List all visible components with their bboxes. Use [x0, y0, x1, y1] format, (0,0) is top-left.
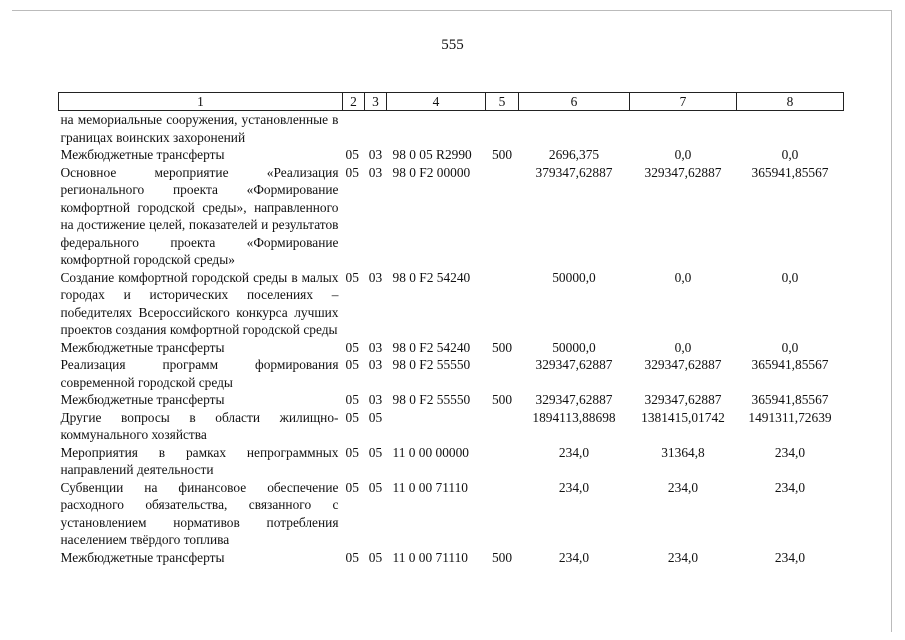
page-number: 555: [441, 37, 464, 53]
row-subsection: 05: [368, 479, 383, 495]
table-row: [59, 479, 844, 549]
row-value-col-8: 1491311,72639: [748, 409, 832, 425]
row-value-col-6: 329347,62887: [535, 357, 613, 372]
row-subsection: 05: [368, 409, 383, 425]
row-value-col-7: 329347,62887: [644, 164, 722, 180]
row-section: [343, 111, 365, 147]
row-expense-type: [486, 111, 519, 147]
row-name: на мемориальные сооружения, установленные в границах воинских захоронений: [60, 112, 339, 145]
row-name: Реализация программ формирования современной городской среды: [60, 357, 339, 390]
row-name: Другие вопросы в области жилищно-коммунального хозяйства: [60, 409, 339, 442]
row-target-code: 98 0 F2 54240: [392, 269, 471, 285]
row-value-col-7: 0,0: [674, 339, 692, 355]
row-value-col-8: 365941,85567: [751, 357, 829, 372]
row-section: 05: [345, 444, 359, 460]
row-expense-type: 500: [491, 392, 513, 407]
row-value-col-7: 329347,62887: [644, 392, 722, 407]
row-section: 05: [345, 392, 359, 407]
table-row: [59, 146, 844, 164]
row-expense-type: [486, 164, 519, 269]
row-section: 05: [345, 409, 359, 425]
row-value-col-8: 0,0: [781, 339, 799, 355]
header-col-1: 1: [59, 93, 343, 111]
row-expense-type: [486, 479, 519, 549]
row-value-col-7: 31364,8: [661, 444, 705, 460]
table-row: [59, 444, 844, 479]
row-name: Создание комфортной городской среды в малых городах и исторических поселениях – победителях Всероссийского конкурса лучших проектов создания комфортной городской среды: [60, 269, 339, 337]
row-value-col-7: 1381415,01742: [641, 409, 725, 425]
row-subsection: 03: [368, 269, 383, 285]
row-subsection: [365, 111, 387, 147]
header-col-3: 3: [365, 93, 387, 111]
table-row: [59, 111, 844, 147]
row-target-code: [387, 409, 486, 444]
row-section: 05: [345, 339, 359, 355]
row-value-col-6: 234,0: [558, 444, 590, 460]
header-col-8: 8: [737, 93, 844, 111]
row-value-col-6: 379347,62887: [535, 164, 613, 180]
row-value-col-7: 0,0: [674, 147, 692, 162]
row-subsection: 03: [368, 147, 383, 162]
row-value-col-8: 365941,85567: [751, 392, 829, 407]
table-row: [59, 549, 844, 567]
row-name: Межбюджетные трансферты: [60, 147, 225, 162]
row-name: Межбюджетные трансферты: [60, 392, 225, 407]
row-section: 05: [345, 357, 359, 372]
row-target-code: 98 0 F2 00000: [392, 164, 471, 180]
row-expense-type: [486, 269, 519, 339]
row-name: Субвенции на финансовое обеспечение расходного обязательства, связанного с установлением нормативов потребления населением твёрдого топлива: [60, 479, 339, 547]
row-value-col-8: [737, 111, 844, 147]
row-expense-type: [486, 444, 519, 479]
row-target-code: 98 0 F2 55550: [392, 392, 471, 407]
table-row: [59, 339, 844, 357]
row-value-col-7: [630, 111, 737, 147]
row-target-code: [387, 111, 486, 147]
row-name: Межбюджетные трансферты: [60, 549, 225, 565]
row-expense-type: [486, 409, 519, 444]
table-header-row: [59, 93, 844, 111]
row-value-col-7: 234,0: [667, 549, 699, 565]
row-expense-type: [486, 356, 519, 391]
table-row: [59, 409, 844, 444]
table-row: [59, 356, 844, 391]
row-value-col-8: 0,0: [781, 269, 799, 285]
header-col-7: 7: [630, 93, 737, 111]
row-value-col-7: 0,0: [674, 269, 692, 285]
budget-table: [58, 92, 844, 566]
row-section: 05: [345, 269, 359, 285]
header-col-6: 6: [519, 93, 630, 111]
row-value-col-8: 365941,85567: [751, 164, 829, 180]
row-value-col-6: [519, 111, 630, 147]
header-col-4: 4: [387, 93, 486, 111]
row-value-col-6: 234,0: [558, 549, 590, 565]
row-name: Основное мероприятие «Реализация регионального проекта «Формирование комфортной городской среды», направленного на достижение целей, показателей и результатов федерального проекта «Формирование комфортной городской среды»: [60, 164, 339, 267]
row-target-code: 98 0 F2 55550: [392, 357, 471, 372]
row-value-col-7: 329347,62887: [644, 357, 722, 372]
row-value-col-8: 234,0: [774, 549, 806, 565]
row-section: 05: [345, 479, 359, 495]
row-section: 05: [345, 549, 359, 565]
row-section: 05: [345, 147, 359, 162]
row-value-col-8: 234,0: [774, 479, 806, 495]
row-value-col-6: 2696,375: [548, 147, 600, 162]
table-body: [59, 111, 844, 567]
row-target-code: 11 0 00 00000: [392, 444, 469, 460]
table-row: [59, 391, 844, 409]
row-subsection: 03: [368, 339, 383, 355]
row-expense-type: 500: [491, 549, 513, 565]
row-subsection: 03: [368, 392, 383, 407]
row-name: Мероприятия в рамках непрограммных направлений деятельности: [60, 444, 339, 477]
row-expense-type: 500: [491, 147, 513, 162]
row-value-col-6: 329347,62887: [535, 392, 613, 407]
row-subsection: 05: [368, 549, 383, 565]
row-value-col-7: 234,0: [667, 479, 699, 495]
row-target-code: 98 0 F2 54240: [392, 339, 471, 355]
row-value-col-6: 1894113,88698: [532, 409, 616, 425]
row-value-col-6: 50000,0: [552, 269, 596, 285]
row-name: Межбюджетные трансферты: [60, 339, 225, 355]
row-section: 05: [345, 164, 359, 180]
row-value-col-8: 234,0: [774, 444, 806, 460]
row-expense-type: 500: [491, 339, 513, 355]
header-col-2: 2: [343, 93, 365, 111]
row-target-code: 11 0 00 71110: [392, 479, 469, 495]
row-value-col-6: 234,0: [558, 479, 590, 495]
table-row: [59, 269, 844, 339]
row-subsection: 03: [368, 357, 383, 372]
row-subsection: 03: [368, 164, 383, 180]
table-row: [59, 164, 844, 269]
row-target-code: 98 0 05 R2990: [392, 147, 472, 162]
header-col-5: 5: [486, 93, 519, 111]
row-value-col-8: 0,0: [781, 147, 799, 162]
row-subsection: 05: [368, 444, 383, 460]
row-value-col-6: 50000,0: [552, 339, 596, 355]
row-target-code: 11 0 00 71110: [392, 549, 469, 565]
